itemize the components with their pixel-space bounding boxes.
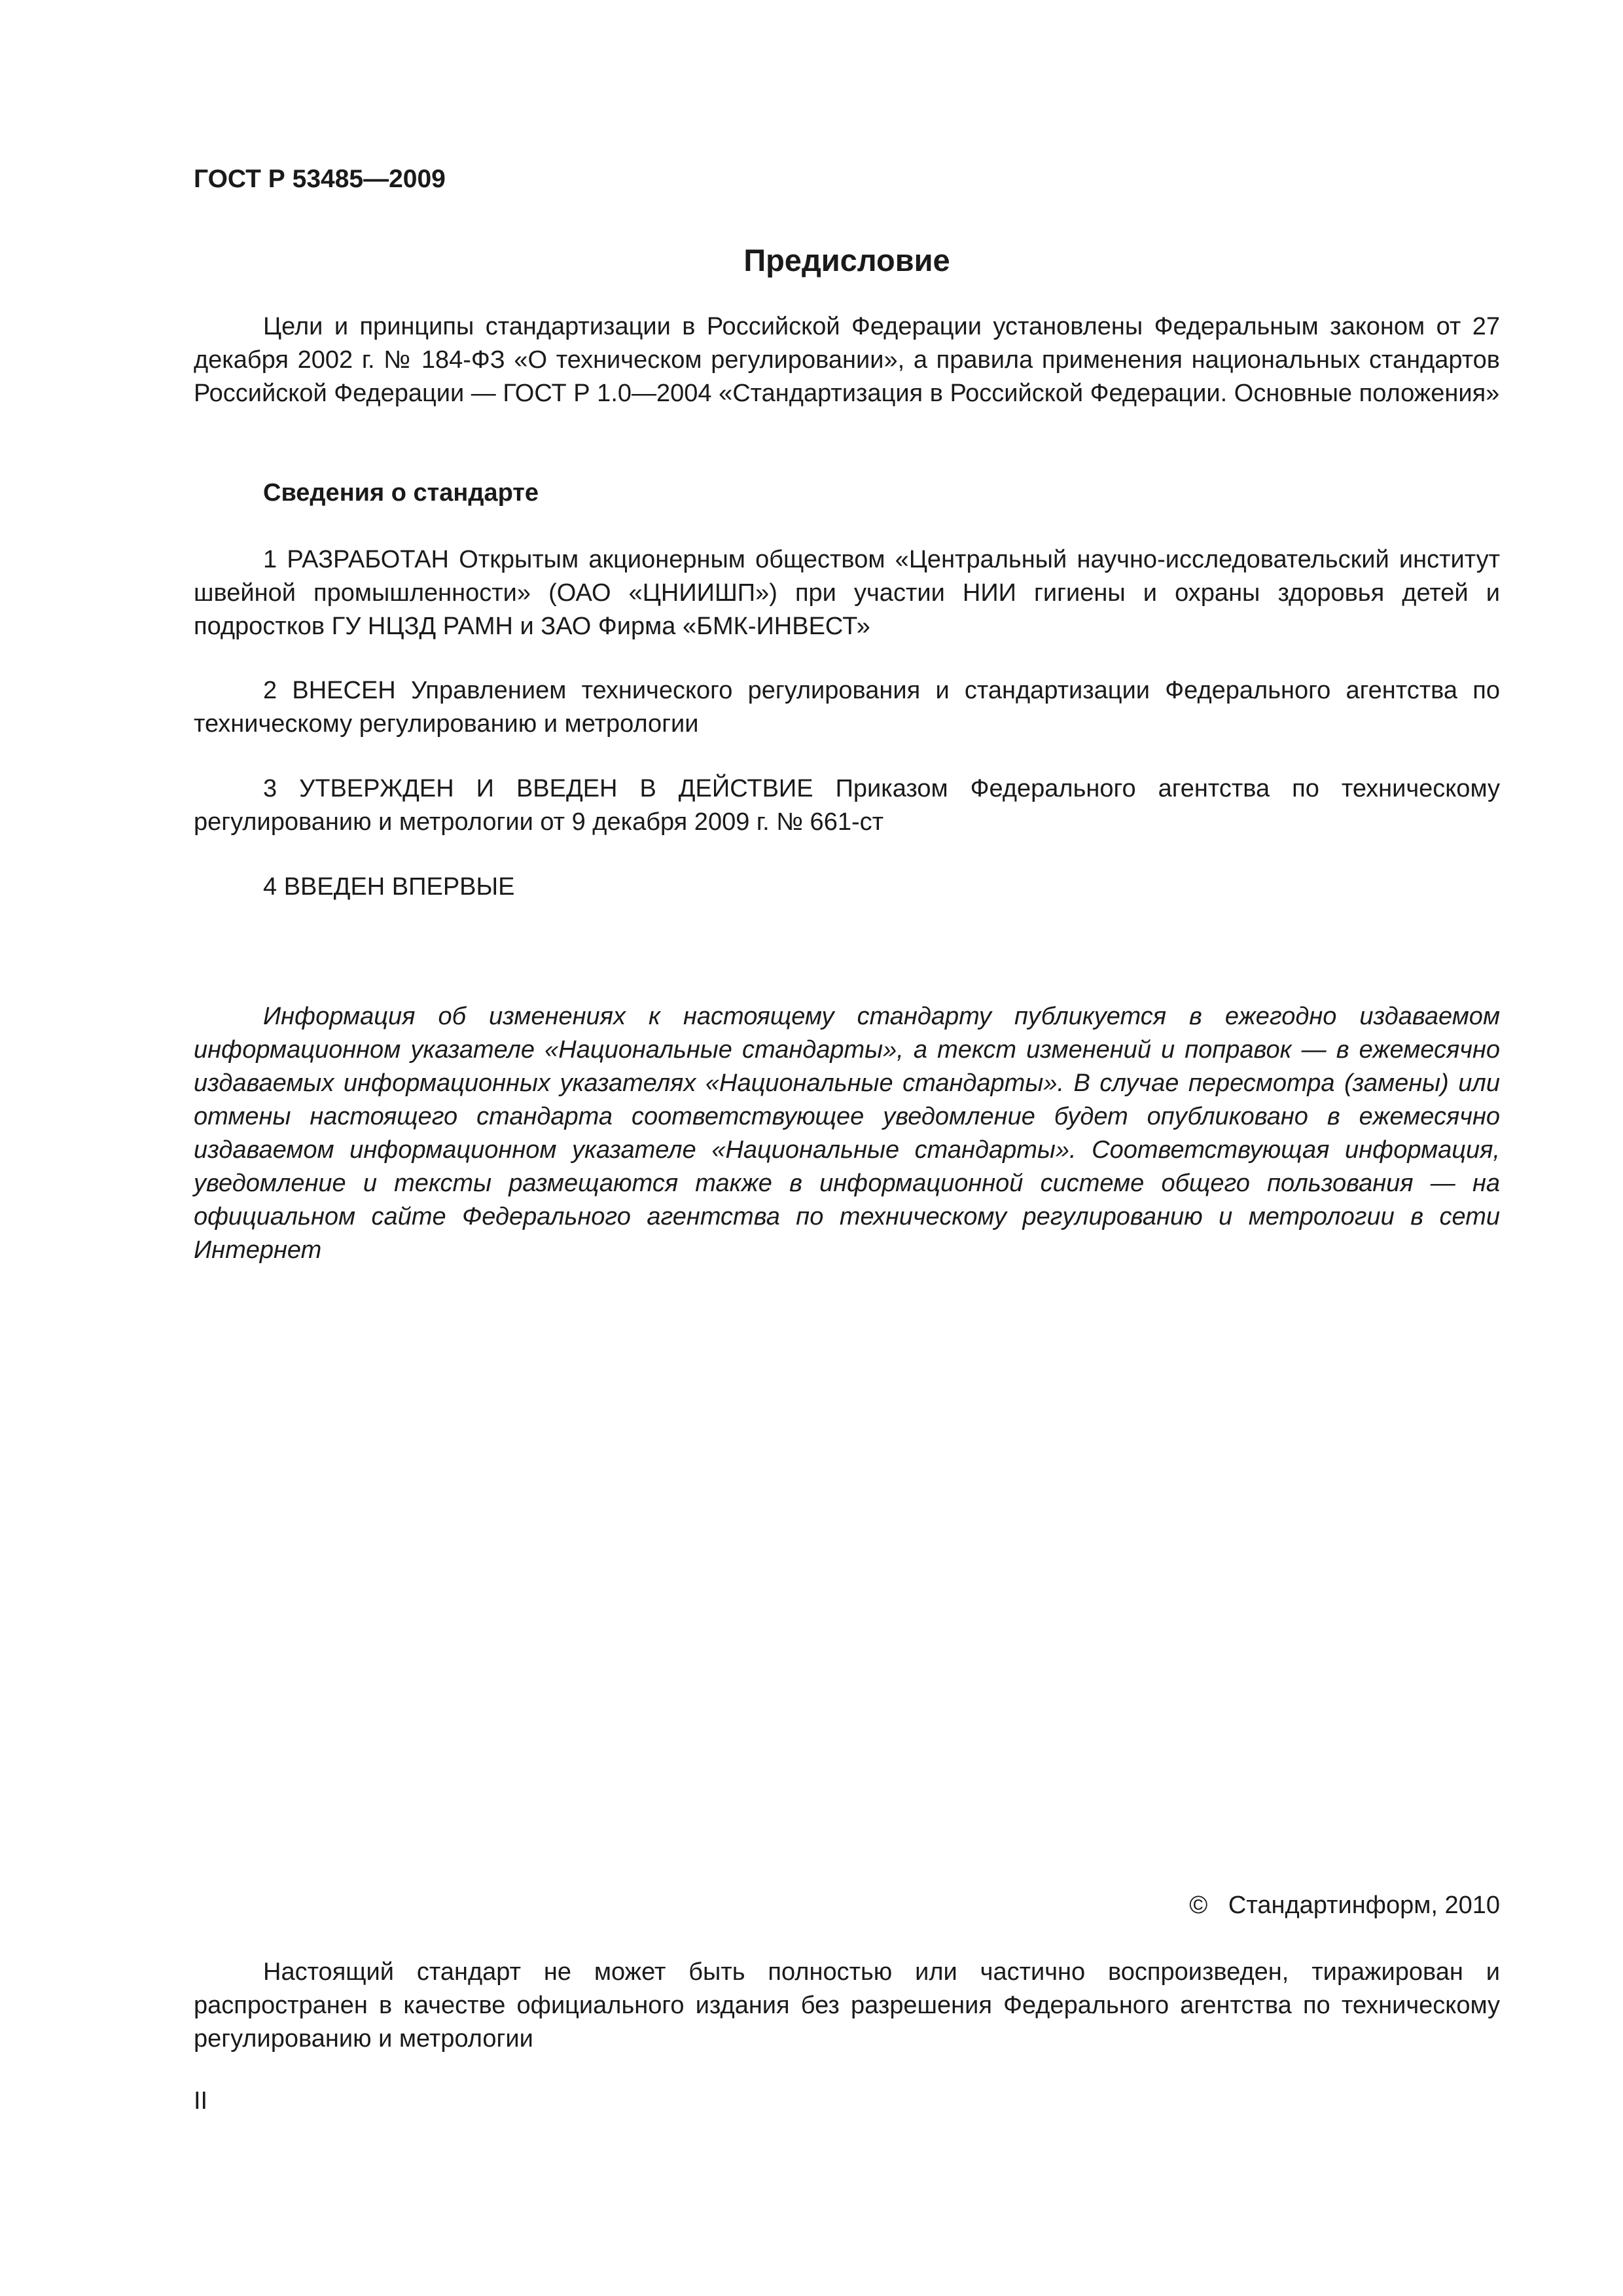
foreword-paragraph: Цели и принципы стандартизации в Российской Федерации установлены Федеральным законом от 27 декабря 2002 г. № 184-ФЗ «О техническом регулировании», а правила применения национальных стандартов Российской Федерации — ГОСТ Р 1.0—2004 «Стандартизация в Российской Федерации. Основные положения» [194,313,1500,407]
info-item-introduced: 4 ВВЕДЕН ВПЕРВЫЕ [263,873,515,901]
document-header: ГОСТ Р 53485—2009 [194,165,446,193]
info-item-submitted: 2 ВНЕСЕН Управлением технического регулирования и стандартизации Федерального агентства по техническому регулированию и метрологии [194,677,1500,738]
change-info-paragraph: Информация об изменениях к настоящему стандарту публикуется в ежегодно издаваемом информационном указателе «Национальные стандарты», а текст изменений и поправок — в ежемесячно издаваемых информационных указателях «Национальные стандарты». В случае пересмотра (замены) или отмены настоящего стандарта соответствующее уведомление будет опубликовано в ежемесячно издаваемом информационном указателе «Национальные стандарты». Соответствующая информация, уведомление и тексты размещаются также в информационной системе общего пользования — на официальном сайте Федерального агентства по техническому регулированию и метрологии в сети Интернет [194,1003,1500,1264]
copyright-line: © Стандартинформ, 2010 [1189,1892,1500,1919]
info-item-approved: 3 УТВЕРЖДЕН И ВВЕДЕН В ДЕЙСТВИЕ Приказом Федерального агентства по техническому регулированию и метрологии от 9 декабря 2009 г. № 661-ст [194,775,1500,836]
info-item-developed: 1 РАЗРАБОТАН Открытым акционерным обществом «Центральный научно-исследовательский институт швейной промышленности» (ОАО «ЦНИИШП») при участии НИИ гигиены и охраны здоровья детей и подростков ГУ НЦЗД РАМН и ЗАО Фирма «БМК-ИНВЕСТ» [194,546,1500,640]
page-title: Предисловие [743,243,950,278]
standard-info-heading: Сведения о стандарте [263,479,539,507]
page-number: II [194,2087,208,2115]
reproduction-notice: Настоящий стандарт не может быть полностью или частично воспроизведен, тиражирован и распространен в качестве официального издания без разрешения Федерального агентства по техническому регулированию и метрологии [194,1958,1500,2053]
